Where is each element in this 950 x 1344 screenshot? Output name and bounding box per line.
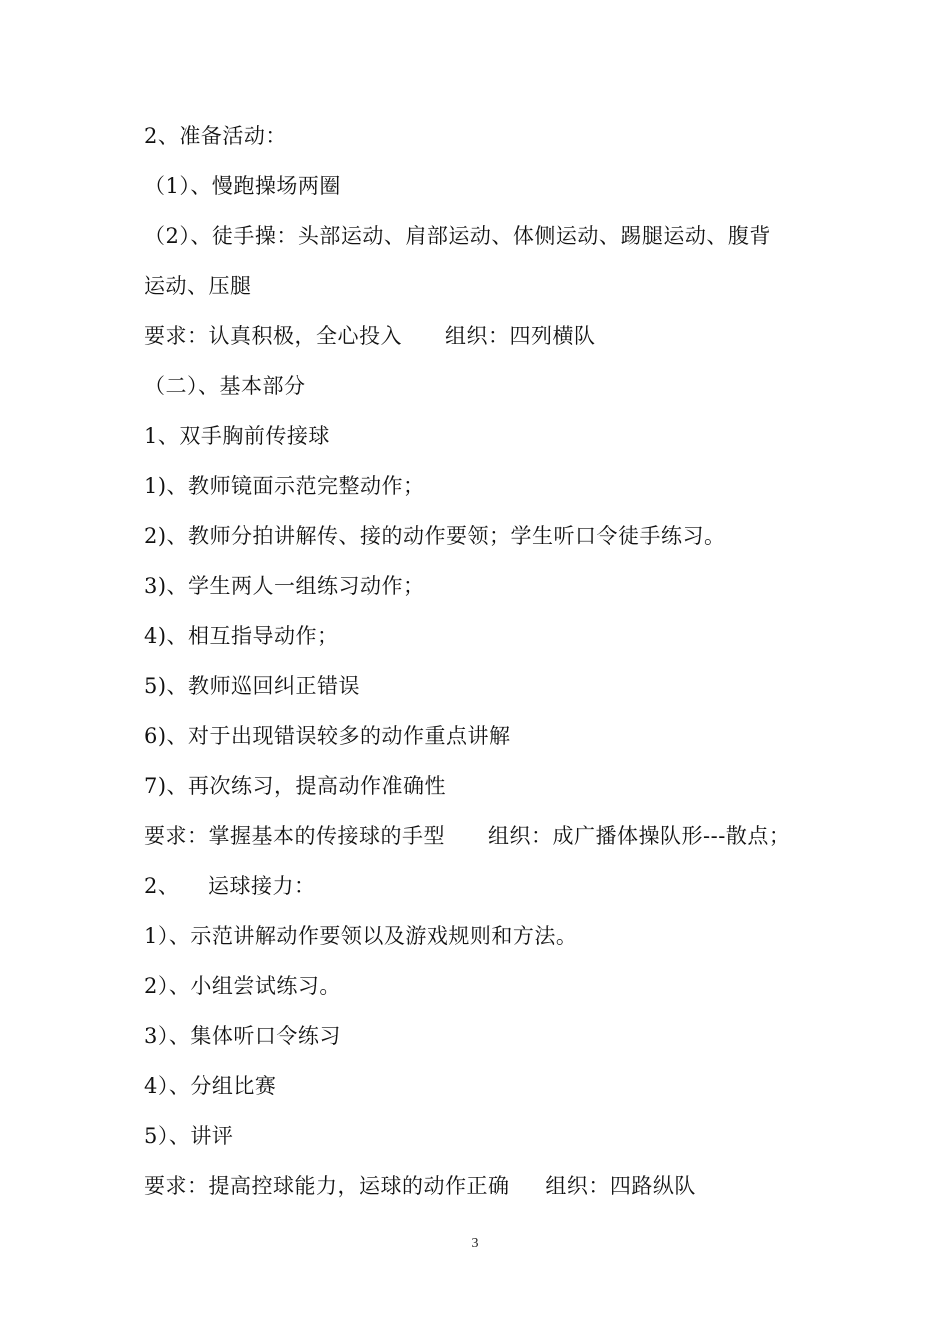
text-line-relay-step-2: 2）、小组尝试练习。 — [144, 974, 341, 998]
text-line-relay-step-1: 1）、示范讲解动作要领以及游戏规则和方法。 — [144, 924, 578, 948]
text-line-freehand-exercise-cont: 运动、压腿 — [144, 274, 252, 298]
text-line-relay-step-4: 4）、分组比赛 — [144, 1074, 277, 1098]
text-line-relay-requirement: 要求：提高控球能力，运球的动作正确 组织：四路纵队 — [144, 1174, 696, 1198]
text-line-jogging: （1）、慢跑操场两圈 — [144, 174, 341, 198]
text-line-freehand-exercise: （2）、徒手操：头部运动、肩部运动、体侧运动、踢腿运动、腹背 — [144, 224, 771, 248]
page-number: 3 — [471, 1236, 479, 1251]
text-line-dribble-relay-heading: 2、 运球接力： — [144, 874, 316, 898]
text-line-chest-pass-heading: 1、双手胸前传接球 — [144, 424, 330, 448]
text-line-step-6: 6)、对于出现错误较多的动作重点讲解 — [144, 724, 511, 748]
text-line-warmup-heading: 2、准备活动： — [144, 124, 287, 148]
text-line-step-2: 2)、教师分拍讲解传、接的动作要领；学生听口令徒手练习。 — [144, 524, 726, 548]
text-line-step-3: 3)、学生两人一组练习动作； — [144, 574, 425, 598]
text-line-warmup-requirement: 要求：认真积极，全心投入 组织：四列横队 — [144, 324, 596, 348]
text-line-step-5: 5)、教师巡回纠正错误 — [144, 674, 361, 698]
text-line-step-7: 7)、再次练习，提高动作准确性 — [144, 774, 447, 798]
text-line-step-1: 1)、教师镜面示范完整动作； — [144, 474, 425, 498]
text-line-relay-step-5: 5）、讲评 — [144, 1124, 234, 1148]
text-line-pass-requirement: 要求：掌握基本的传接球的手型 组织：成广播体操队形---散点； — [144, 824, 791, 848]
text-line-basic-section-heading: （二）、基本部分 — [144, 374, 306, 398]
text-line-relay-step-3: 3）、集体听口令练习 — [144, 1024, 341, 1048]
text-line-step-4: 4)、相互指导动作； — [144, 624, 339, 648]
